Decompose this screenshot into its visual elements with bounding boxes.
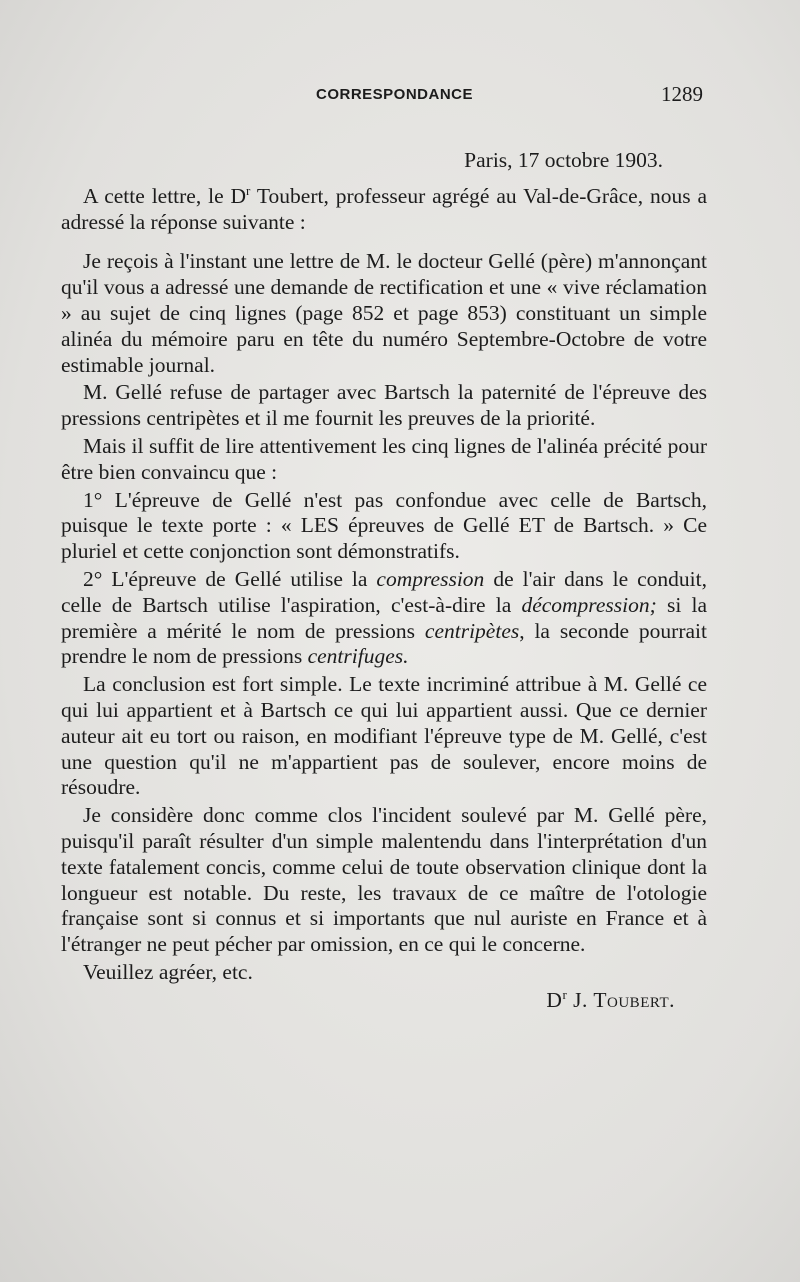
signature-title-superscript: r <box>562 986 568 1002</box>
italic-centrifuges: centrifuges. <box>307 644 409 669</box>
intro-text-end: Toubert, professeur agrégé au Val-de-Grâce, nous a adressé la réponse suivante : <box>61 183 708 234</box>
page-header <box>0 82 800 110</box>
paragraph-conclusion: La conclusion est fort simple. Le texte incriminé attribue à M. Gellé ce qui lui appartient et à Bartsch ce qui lui appartient aussi. Que ce dernier auteur ait eu tort ou raison, en modifiant l'épreuve type de M. Gellé, c'est une question qu'il ne m'appartient pas de soulever, encore moins de résoudre. <box>61 672 707 800</box>
italic-centripetes: centripètes <box>424 618 520 643</box>
intro-title-superscript: r <box>246 182 251 198</box>
point-2-text-e: si la première a mérité le nom de pressions <box>61 592 707 643</box>
paragraph-3: Mais il suffit de lire attentivement les cinq lignes de l'alinéa précité pour être bien convaincu que : <box>61 433 707 484</box>
paragraph-1: Je reçois à l'instant une lettre de M. le docteur Gellé (père) m'annonçant qu'il vous a adressé une demande de rectification et une « vive réclamation » au sujet de cinq lignes (page 852 et page 853) constituant un simple alinéa du mémoire paru en tête du numéro Septembre-Octobre de votre estimable journal. <box>61 249 707 377</box>
intro-text-start: A cette lettre, le D <box>83 183 247 208</box>
point-2-text-a: L'épreuve de Gellé utilise la <box>102 566 377 591</box>
closing-formula: Veuillez agréer, etc. <box>83 959 253 984</box>
signature-title: D <box>546 987 563 1012</box>
page-number: 1289 <box>661 82 703 106</box>
paragraph-point-2 <box>61 567 707 670</box>
signature <box>61 988 707 1014</box>
signature-name: J. Toubert. <box>567 987 675 1012</box>
running-title: CORRESPONDANCE <box>316 86 474 103</box>
italic-compression: compression <box>376 566 485 591</box>
italic-decompression: décompression; <box>521 592 657 617</box>
point-1-text: L'épreuve de Gellé n'est pas confondue avec celle de Bartsch, puisque le texte porte : « LES épreuves de Gellé ET de Bartsch. » Ce pluriel et cette conjonction sont démonstratifs. <box>61 487 707 564</box>
point-2-number: 2° <box>83 566 103 591</box>
point-1-number: 1° <box>83 487 103 512</box>
point-2-text-g: , la seconde pourrait prendre le nom de pressions <box>61 618 707 669</box>
dateline: Paris, 17 octobre 1903. <box>464 148 663 172</box>
paragraph-2: M. Gellé refuse de partager avec Bartsch la paternité de l'épreuve des pressions centripètes et il me fournit les preuves de la priorité. <box>61 380 707 431</box>
letter-body <box>61 148 707 1016</box>
paragraph-final: Je considère donc comme clos l'incident soulevé par M. Gellé père, puisqu'il paraît résulter d'un simple malentendu dans l'interprétation d'un texte fatalement concis, comme celui de toute observation clinique dont la longueur est notable. Du reste, les travaux de ce maître de l'otologie française sont si connus et si importants que nul auriste en France et à l'étranger ne peut pécher par omission, en ce qui le concerne. <box>61 803 707 957</box>
paragraph-point-1 <box>61 488 707 565</box>
intro-paragraph <box>61 184 707 236</box>
point-2-text-c: de l'air dans le conduit, celle de Bartsch utilise l'aspiration, c'est-à-dire la <box>61 566 707 617</box>
